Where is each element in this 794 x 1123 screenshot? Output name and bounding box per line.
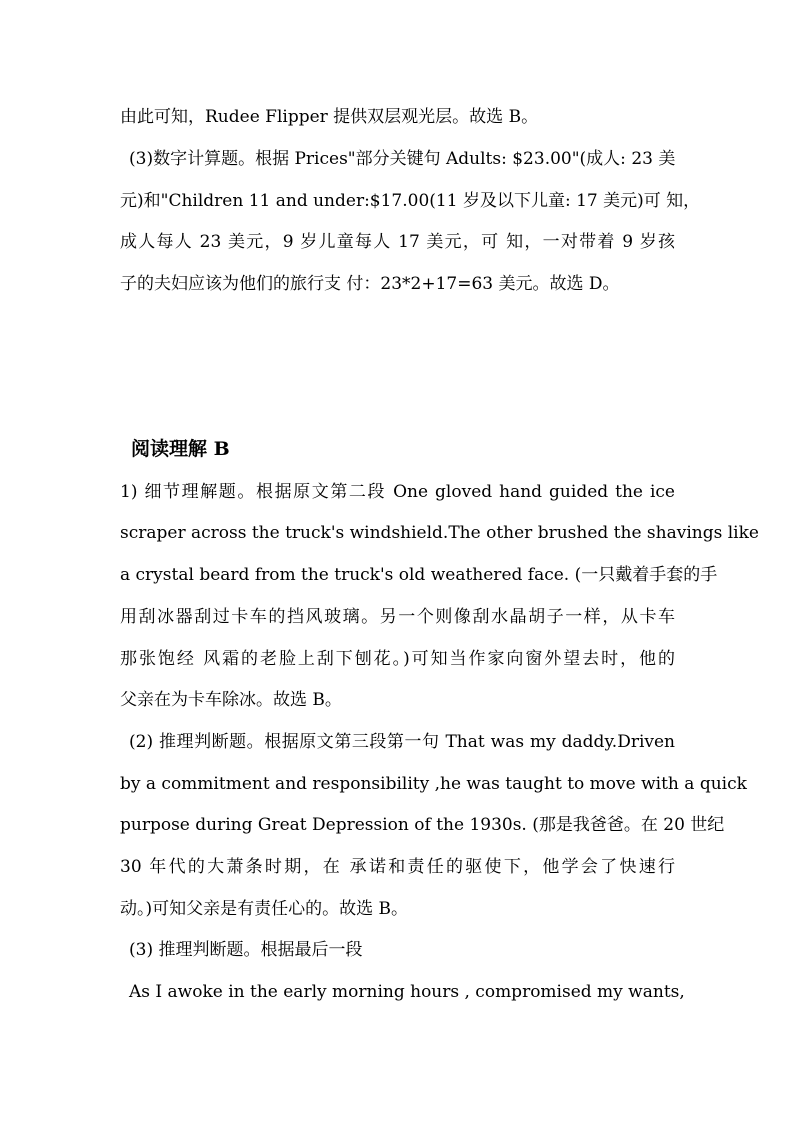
section-heading: 阅读理解 B	[131, 438, 230, 460]
answer-line: (3) 推理判断题。根据最后一段	[129, 940, 363, 960]
answer-line: As I awoke in the early morning hours , compromised my wants,	[129, 982, 685, 1002]
answer-line: 用刮冰器刮过卡车的挡风玻璃。另一个则像刮水晶胡子一样，从卡车	[120, 607, 675, 627]
answer-line: 由此可知，Rudee Flipper 提供双层观光层。故选 B。	[120, 107, 539, 127]
answer-line: 那张饱经 风霜的老脸上刮下刨花。)可知当作家向窗外望去时，他的	[120, 649, 675, 669]
answer-line: 成人每人 23 美元，9 岁儿童每人 17 美元，可 知，一对带着 9 岁孩	[120, 232, 675, 252]
answer-line: 子的夫妇应该为他们的旅行支 付：23*2+17=63 美元。故选 D。	[120, 274, 620, 294]
answer-line: 动。)可知父亲是有责任心的。故选 B。	[120, 899, 409, 919]
answer-line: by a commitment and responsibility ,he was taught to move with a quick	[120, 774, 747, 794]
answer-line: scraper across the truck's windshield.The other brushed the shavings like	[120, 523, 759, 543]
answer-line: a crystal beard from the truck's old weathered face. (一只戴着手套的手	[120, 565, 718, 585]
answer-line: purpose during Great Depression of the 1930s. (那是我爸爸。在 20 世纪	[120, 815, 725, 835]
answer-line: 元)和"Children 11 and under:$17.00(11 岁及以下儿童: 17 美元)可 知，	[120, 191, 701, 211]
answer-line: 30 年代的大萧条时期，在 承诺和责任的驱使下，他学会了快速行	[120, 857, 675, 877]
answer-line: (3)数字计算题。根据 Prices"部分关键句 Adults: $23.00"(成人: 23 美	[129, 149, 676, 169]
answer-line: 1) 细节理解题。根据原文第二段 One gloved hand guided the ice	[120, 482, 675, 502]
answer-line: (2) 推理判断题。根据原文第三段第一句 That was my daddy.Driven	[129, 732, 675, 752]
answer-line: 父亲在为卡车除冰。故选 B。	[120, 690, 342, 710]
